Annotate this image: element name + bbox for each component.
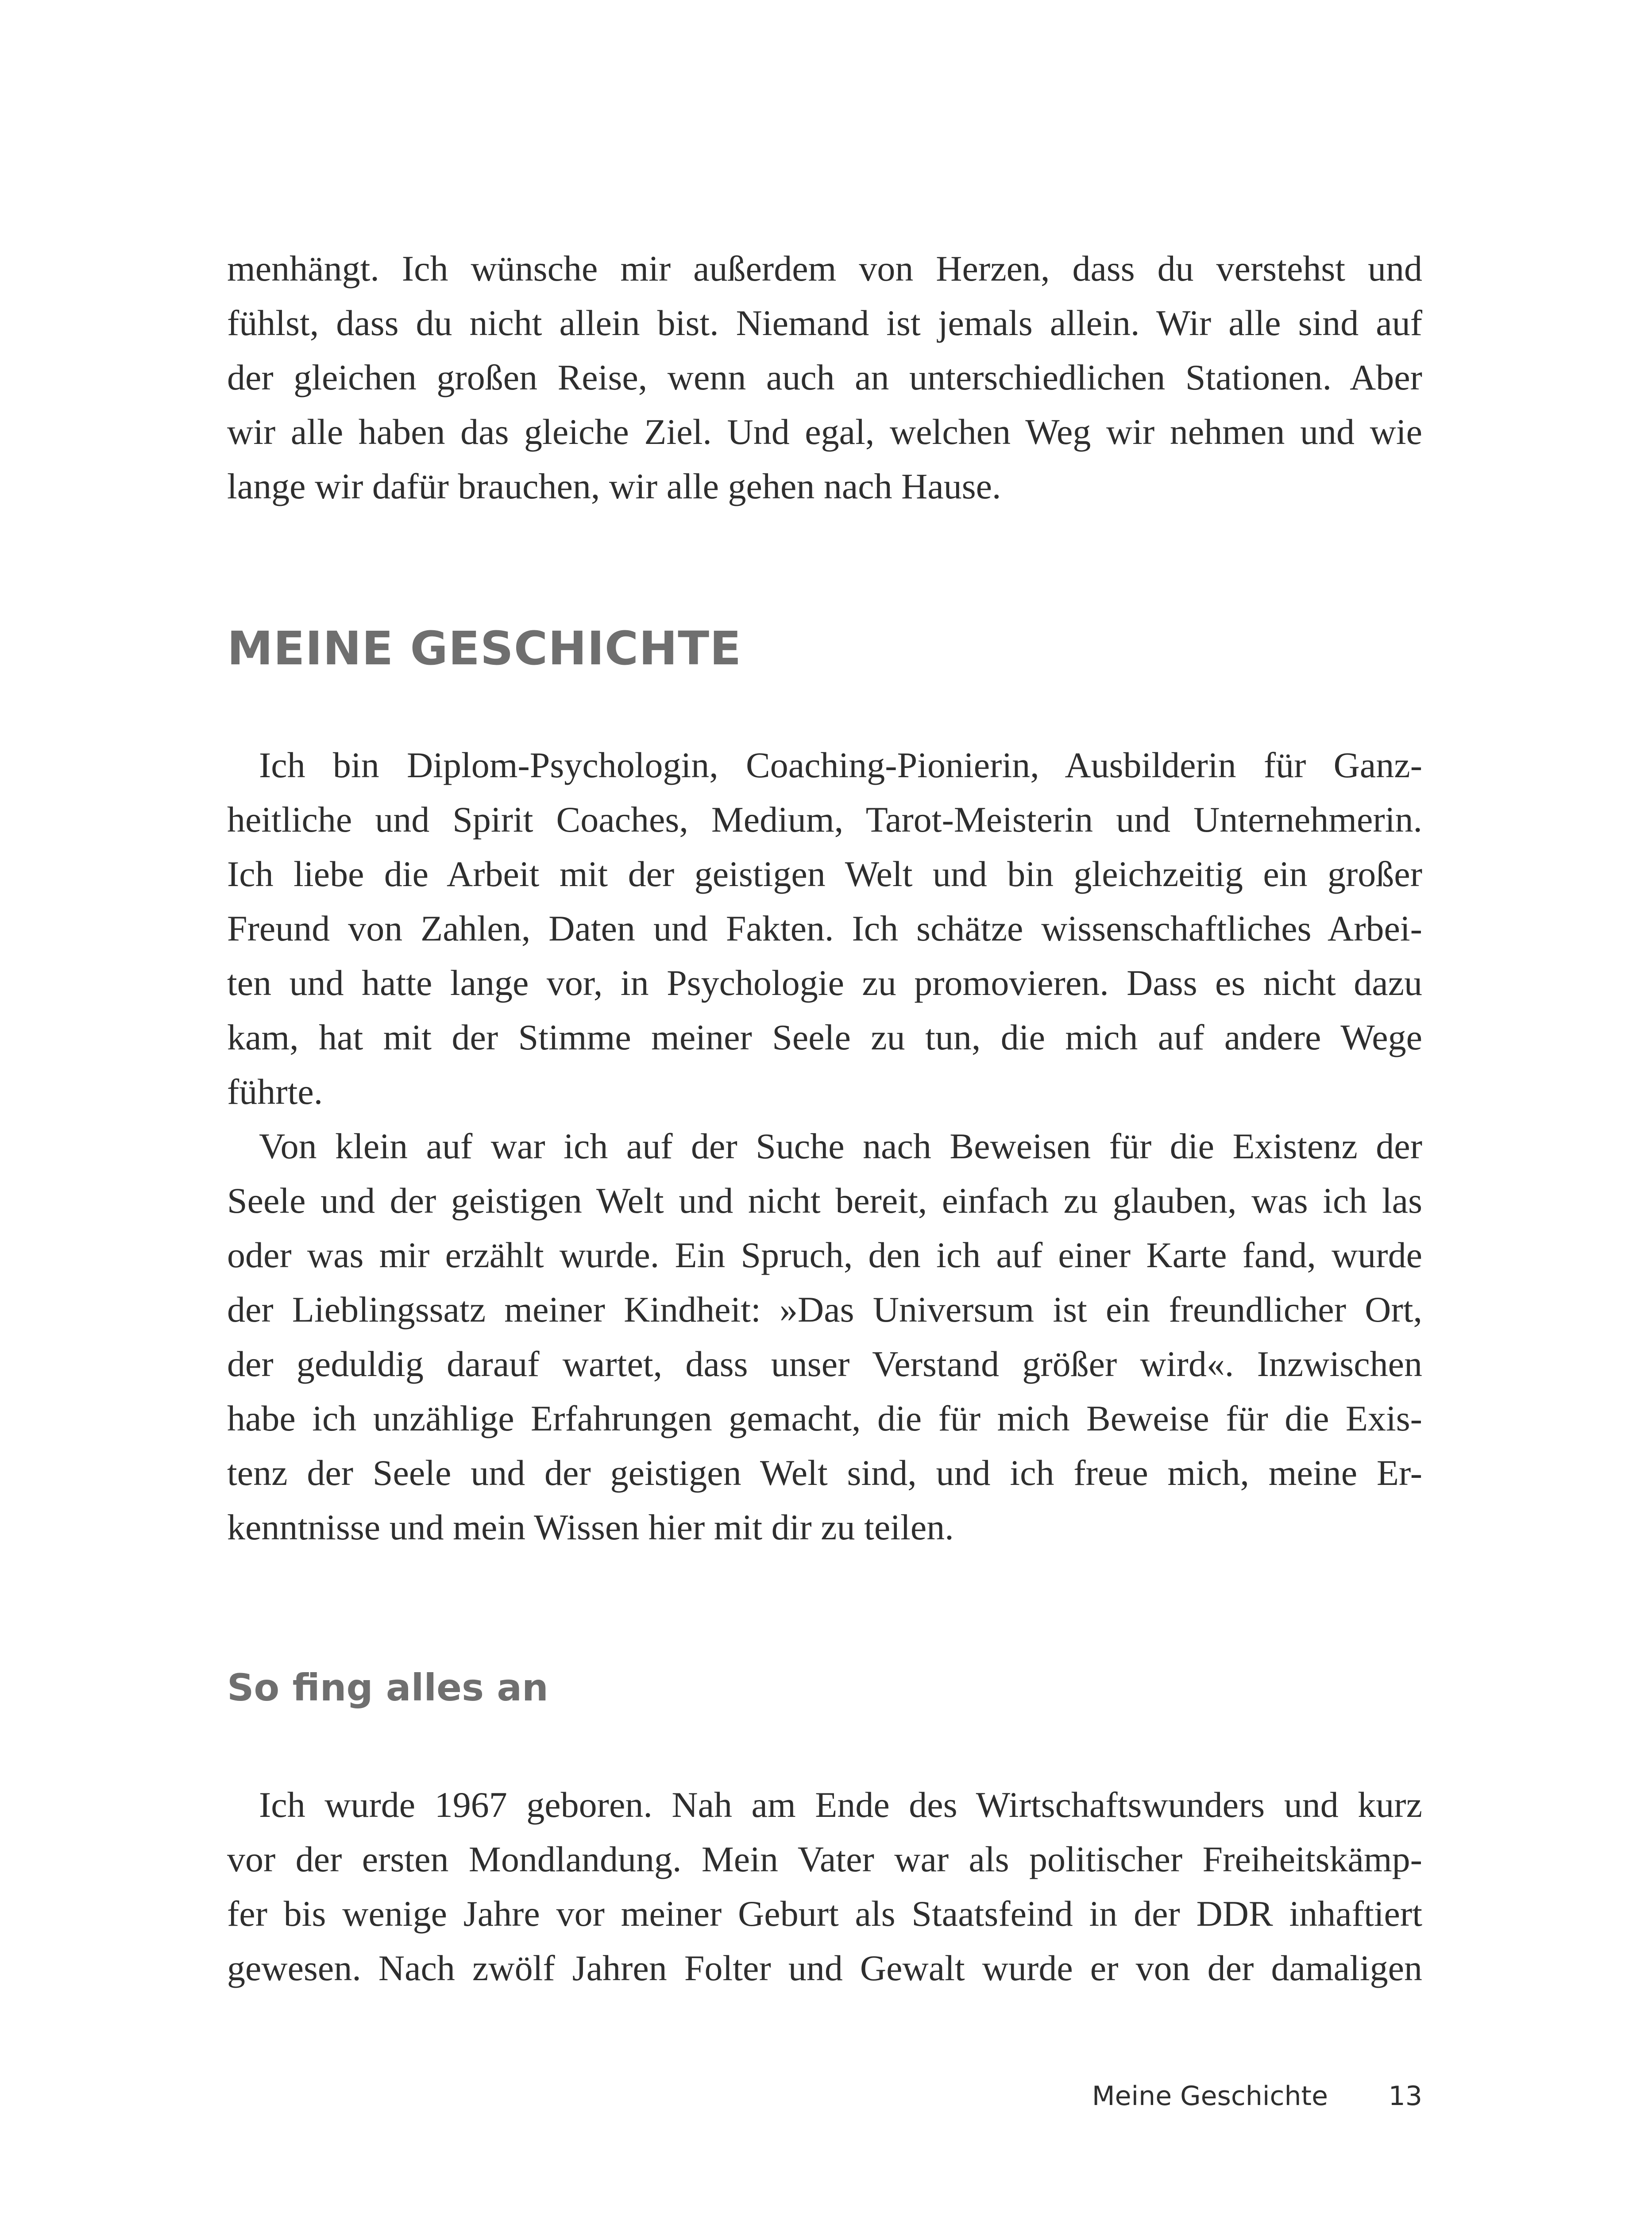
- text-line: führte.: [227, 1072, 323, 1112]
- text-line: lange wir dafür brauchen, wir alle gehen nach Hause.: [227, 466, 1001, 506]
- text-line: tenz der Seele und der geistigen Welt sind, und ich freue mich, meine Er-: [227, 1453, 1422, 1493]
- text-line: menhängt. Ich wünsche mir außerdem von Herzen, dass du verstehst und: [227, 248, 1422, 289]
- text-line: oder was mir erzählt wurde. Ein Spruch, den ich auf einer Karte fand, wurde: [227, 1235, 1422, 1275]
- text-line: der Lieblingssatz meiner Kindheit: »Das Universum ist ein freundlicher Ort,: [227, 1289, 1422, 1330]
- subsection-paragraph-1: [227, 1777, 1422, 1995]
- text-line: kenntnisse und mein Wissen hier mit dir zu teilen.: [227, 1507, 954, 1547]
- text-line: heitliche und Spirit Coaches, Medium, Tarot-Meisterin und Unternehmerin.: [227, 799, 1422, 840]
- text-line: habe ich unzählige Erfahrungen gemacht, die für mich Beweise für die Exis-: [227, 1398, 1422, 1438]
- text-line: Ich bin Diplom-Psychologin, Coaching-Pionierin, Ausbilderin für Ganz-: [259, 745, 1422, 785]
- text-line: Freund von Zahlen, Daten und Fakten. Ich schätze wissenschaftliches Arbei-: [227, 908, 1422, 948]
- text-line: kam, hat mit der Stimme meiner Seele zu tun, die mich auf andere Wege: [227, 1017, 1422, 1057]
- subsection-heading: So fing alles an: [227, 1666, 548, 1709]
- text-line: Von klein auf war ich auf der Suche nach Beweisen für die Existenz der: [259, 1126, 1422, 1166]
- section-paragraph-1: [227, 738, 1422, 1119]
- section-paragraph-2: [227, 1119, 1422, 1554]
- text-line: der geduldig darauf wartet, dass unser Verstand größer wird«. Inzwischen: [227, 1344, 1422, 1384]
- section-heading: MEINE GESCHICHTE: [227, 621, 742, 675]
- text-line: Seele und der geistigen Welt und nicht bereit, einfach zu glauben, was ich las: [227, 1180, 1422, 1221]
- text-line: ten und hatte lange vor, in Psychologie zu promovieren. Dass es nicht dazu: [227, 963, 1422, 1003]
- text-line: der gleichen großen Reise, wenn auch an unterschiedlichen Stationen. Aber: [227, 357, 1422, 397]
- text-line: Ich liebe die Arbeit mit der geistigen Welt und bin gleichzeitig ein großer: [227, 854, 1422, 894]
- text-line: fühlst, dass du nicht allein bist. Niemand ist jemals allein. Wir alle sind auf: [227, 303, 1422, 343]
- running-footer-title: Meine Geschichte: [1092, 2081, 1328, 2112]
- page-number: 13: [1388, 2081, 1422, 2112]
- text-line: Ich wurde 1967 geboren. Nah am Ende des Wirtschaftswunders und kurz: [259, 1785, 1422, 1825]
- text-line: wir alle haben das gleiche Ziel. Und egal, welchen Weg wir nehmen und wie: [227, 412, 1422, 452]
- text-line: gewesen. Nach zwölf Jahren Folter und Gewalt wurde er von der damaligen: [227, 1948, 1422, 1988]
- text-line: vor der ersten Mondlandung. Mein Vater war als politischer Freiheitskämp-: [227, 1839, 1422, 1879]
- text-line: fer bis wenige Jahre vor meiner Geburt als Staatsfeind in der DDR inhaftiert: [227, 1893, 1422, 1934]
- intro-paragraph: [227, 241, 1422, 513]
